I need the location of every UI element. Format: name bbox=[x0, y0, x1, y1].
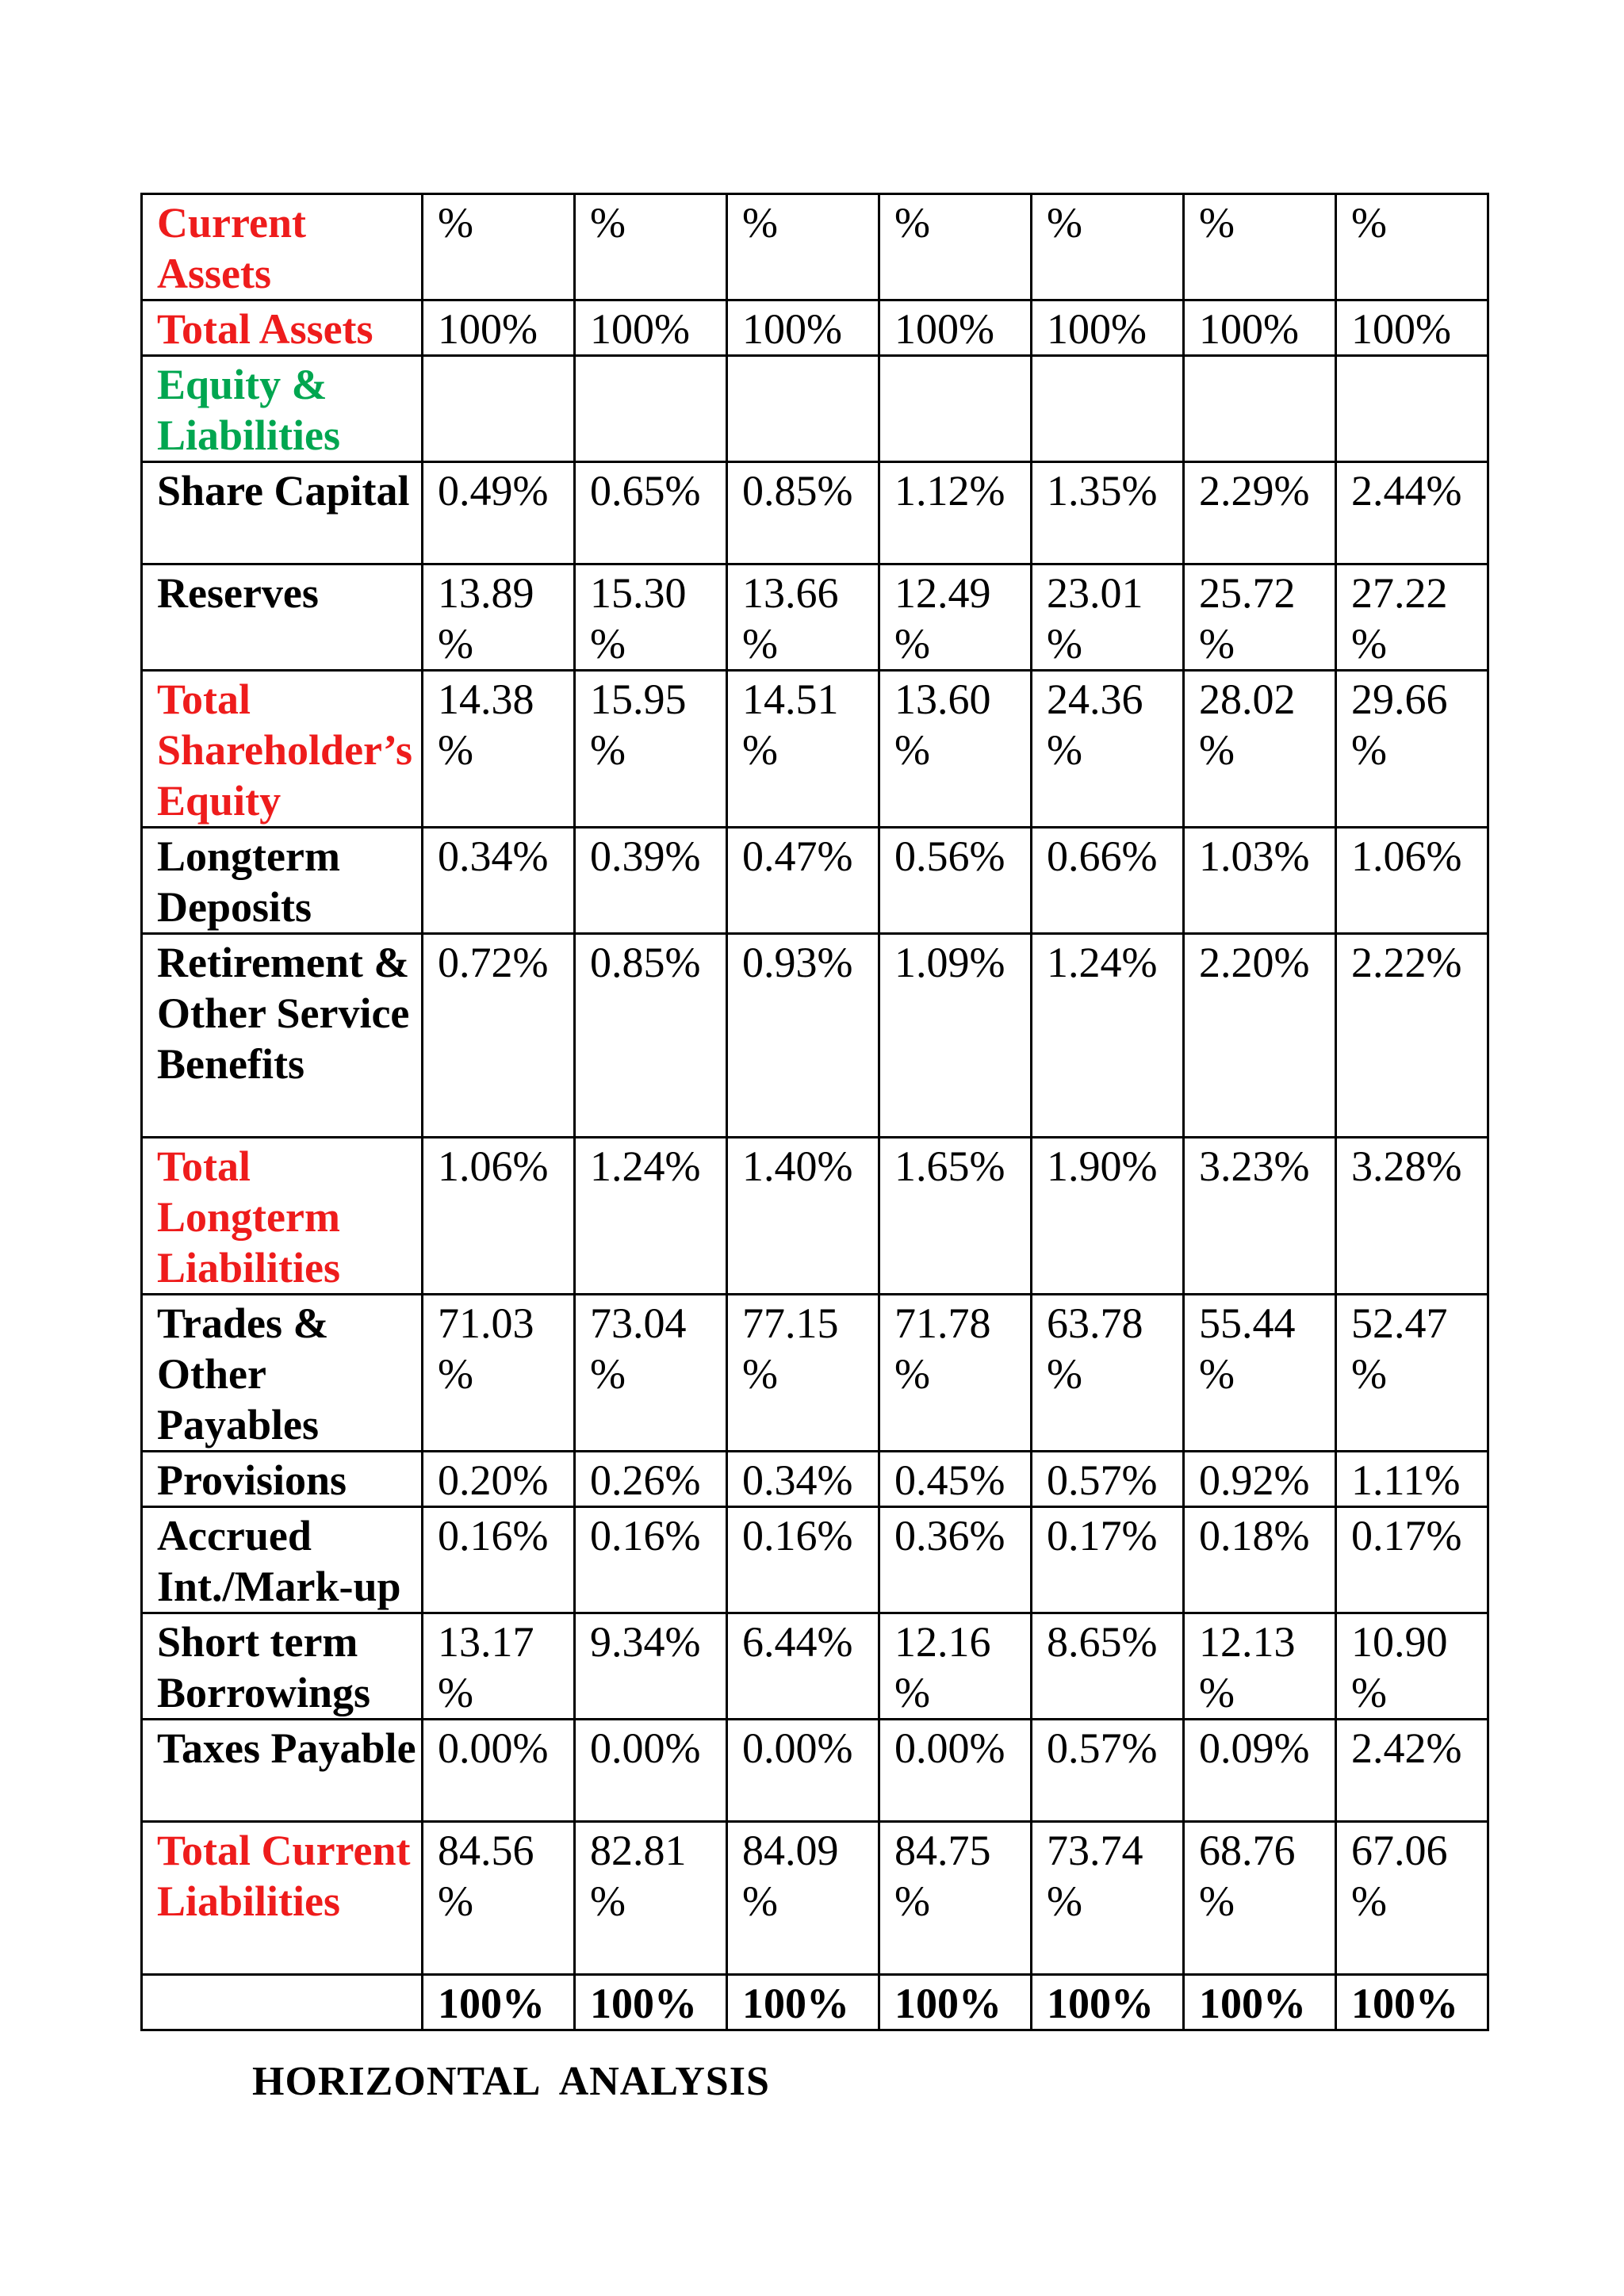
row-label: Equity & Liabilities bbox=[142, 356, 423, 462]
table-cell: 12.16 % bbox=[879, 1613, 1032, 1720]
section-heading: HORIZONTAL ANALYSIS bbox=[252, 2059, 770, 2104]
table-cell: 1.06% bbox=[423, 1138, 575, 1295]
table-row bbox=[142, 1507, 1488, 1613]
table-cell: 0.49% bbox=[423, 462, 575, 564]
table-cell: 0.34% bbox=[727, 1452, 879, 1507]
table-cell: 15.30 % bbox=[575, 564, 727, 671]
table-cell: 0.00% bbox=[575, 1720, 727, 1822]
table-cell: 1.90% bbox=[1032, 1138, 1184, 1295]
table-cell: % bbox=[1336, 194, 1488, 300]
table-row bbox=[142, 934, 1488, 1138]
row-label: Short term Borrowings bbox=[142, 1613, 423, 1720]
table-cell: 0.00% bbox=[727, 1720, 879, 1822]
row-label: Total Longterm Liabilities bbox=[142, 1138, 423, 1295]
table-cell: 0.85% bbox=[575, 934, 727, 1138]
table-row bbox=[142, 1613, 1488, 1720]
table-cell: 100% bbox=[879, 300, 1032, 356]
table-cell: 1.24% bbox=[575, 1138, 727, 1295]
table-cell: 0.34% bbox=[423, 828, 575, 934]
table-cell: 82.81 % bbox=[575, 1822, 727, 1975]
table-cell: 100% bbox=[1184, 300, 1336, 356]
table-cell bbox=[1184, 356, 1336, 462]
table-cell: % bbox=[423, 194, 575, 300]
table-cell: 0.45% bbox=[879, 1452, 1032, 1507]
table-row bbox=[142, 356, 1488, 462]
table-cell: 0.26% bbox=[575, 1452, 727, 1507]
table-cell: 0.57% bbox=[1032, 1720, 1184, 1822]
table-cell: 14.38 % bbox=[423, 671, 575, 828]
table-cell: 0.47% bbox=[727, 828, 879, 934]
row-label: Longterm Deposits bbox=[142, 828, 423, 934]
table-cell: 0.20% bbox=[423, 1452, 575, 1507]
table-cell: 2.44% bbox=[1336, 462, 1488, 564]
table-cell: 100% bbox=[575, 300, 727, 356]
table-cell: 0.16% bbox=[727, 1507, 879, 1613]
table-cell: 24.36 % bbox=[1032, 671, 1184, 828]
table-cell: 0.36% bbox=[879, 1507, 1032, 1613]
table-cell: 100% bbox=[727, 300, 879, 356]
vertical-analysis-table bbox=[140, 193, 1489, 2031]
table-cell: 0.39% bbox=[575, 828, 727, 934]
table-body bbox=[142, 194, 1488, 2030]
table-cell: 63.78 % bbox=[1032, 1295, 1184, 1452]
table-cell: % bbox=[879, 194, 1032, 300]
table-cell: 100% bbox=[423, 1975, 575, 2030]
table-cell: 2.22% bbox=[1336, 934, 1488, 1138]
table-cell: 1.65% bbox=[879, 1138, 1032, 1295]
table-cell: 0.85% bbox=[727, 462, 879, 564]
table-cell: 0.65% bbox=[575, 462, 727, 564]
table-cell: 9.34% bbox=[575, 1613, 727, 1720]
table-cell: 1.03% bbox=[1184, 828, 1336, 934]
table-cell: 0.93% bbox=[727, 934, 879, 1138]
table-cell: 1.35% bbox=[1032, 462, 1184, 564]
table-cell: 23.01 % bbox=[1032, 564, 1184, 671]
table-cell: 1.24% bbox=[1032, 934, 1184, 1138]
table-cell: 100% bbox=[1184, 1975, 1336, 2030]
table-cell: 2.20% bbox=[1184, 934, 1336, 1138]
table-row bbox=[142, 564, 1488, 671]
table-cell: 28.02 % bbox=[1184, 671, 1336, 828]
row-label: Accrued Int./Mark-up bbox=[142, 1507, 423, 1613]
table-row bbox=[142, 1975, 1488, 2030]
table-cell: 12.49 % bbox=[879, 564, 1032, 671]
table-cell bbox=[575, 356, 727, 462]
table-cell: 3.23% bbox=[1184, 1138, 1336, 1295]
table-cell: 73.04 % bbox=[575, 1295, 727, 1452]
table-cell: 13.89 % bbox=[423, 564, 575, 671]
table-row bbox=[142, 1720, 1488, 1822]
row-label: Total Shareholder’s Equity bbox=[142, 671, 423, 828]
table-cell: 84.09 % bbox=[727, 1822, 879, 1975]
table-cell: % bbox=[1032, 194, 1184, 300]
table-cell: 100% bbox=[1336, 300, 1488, 356]
table-cell: % bbox=[1184, 194, 1336, 300]
table-row bbox=[142, 1822, 1488, 1975]
table-cell: 0.56% bbox=[879, 828, 1032, 934]
table-row bbox=[142, 1295, 1488, 1452]
table-row bbox=[142, 1452, 1488, 1507]
table-cell: 6.44% bbox=[727, 1613, 879, 1720]
table-cell: 100% bbox=[879, 1975, 1032, 2030]
table-cell: 10.90 % bbox=[1336, 1613, 1488, 1720]
row-label: Taxes Payable bbox=[142, 1720, 423, 1822]
table-cell: % bbox=[727, 194, 879, 300]
row-label: Reserves bbox=[142, 564, 423, 671]
table-row bbox=[142, 194, 1488, 300]
table-cell: 2.29% bbox=[1184, 462, 1336, 564]
table-cell bbox=[727, 356, 879, 462]
table-cell bbox=[879, 356, 1032, 462]
table-cell: 13.66 % bbox=[727, 564, 879, 671]
table-cell: 27.22 % bbox=[1336, 564, 1488, 671]
table-cell: 1.40% bbox=[727, 1138, 879, 1295]
table-cell: 52.47 % bbox=[1336, 1295, 1488, 1452]
table-cell: 15.95 % bbox=[575, 671, 727, 828]
table-row bbox=[142, 828, 1488, 934]
table-cell: 84.75 % bbox=[879, 1822, 1032, 1975]
table-cell: 12.13 % bbox=[1184, 1613, 1336, 1720]
row-label bbox=[142, 1975, 423, 2030]
row-label: Trades & Other Payables bbox=[142, 1295, 423, 1452]
row-label: Total Current Liabilities bbox=[142, 1822, 423, 1975]
table-row bbox=[142, 1138, 1488, 1295]
row-label: Provisions bbox=[142, 1452, 423, 1507]
row-label: Total Assets bbox=[142, 300, 423, 356]
table-cell: 84.56 % bbox=[423, 1822, 575, 1975]
table-cell: 1.09% bbox=[879, 934, 1032, 1138]
table-cell: 100% bbox=[423, 300, 575, 356]
row-label: Retirement & Other Service Benefits bbox=[142, 934, 423, 1138]
table-row bbox=[142, 300, 1488, 356]
table-cell: 68.76 % bbox=[1184, 1822, 1336, 1975]
table-cell: 77.15 % bbox=[727, 1295, 879, 1452]
table-cell bbox=[423, 356, 575, 462]
table-cell: 0.00% bbox=[423, 1720, 575, 1822]
table-cell: 0.18% bbox=[1184, 1507, 1336, 1613]
table-cell: 25.72 % bbox=[1184, 564, 1336, 671]
table-cell: 67.06 % bbox=[1336, 1822, 1488, 1975]
table-cell: 0.66% bbox=[1032, 828, 1184, 934]
table-cell: 0.16% bbox=[575, 1507, 727, 1613]
table-cell: 1.06% bbox=[1336, 828, 1488, 934]
table-cell: 0.92% bbox=[1184, 1452, 1336, 1507]
table-cell: 100% bbox=[1336, 1975, 1488, 2030]
table-cell: 100% bbox=[1032, 1975, 1184, 2030]
table-cell: 100% bbox=[727, 1975, 879, 2030]
table-cell: 13.60 % bbox=[879, 671, 1032, 828]
table-cell: 29.66 % bbox=[1336, 671, 1488, 828]
table-row bbox=[142, 671, 1488, 828]
table-cell bbox=[1336, 356, 1488, 462]
table-cell: 1.12% bbox=[879, 462, 1032, 564]
table-cell: 73.74 % bbox=[1032, 1822, 1184, 1975]
table-cell: 0.17% bbox=[1336, 1507, 1488, 1613]
table-cell: 71.03 % bbox=[423, 1295, 575, 1452]
table-cell: 1.11% bbox=[1336, 1452, 1488, 1507]
table-row bbox=[142, 462, 1488, 564]
table-cell: 100% bbox=[575, 1975, 727, 2030]
table-cell: % bbox=[575, 194, 727, 300]
table-cell: 71.78 % bbox=[879, 1295, 1032, 1452]
table-cell: 0.57% bbox=[1032, 1452, 1184, 1507]
row-label: Current Assets bbox=[142, 194, 423, 300]
table-cell: 0.09% bbox=[1184, 1720, 1336, 1822]
table-cell: 3.28% bbox=[1336, 1138, 1488, 1295]
table-cell: 0.72% bbox=[423, 934, 575, 1138]
table-cell: 13.17 % bbox=[423, 1613, 575, 1720]
table-cell: 0.00% bbox=[879, 1720, 1032, 1822]
table-cell: 0.17% bbox=[1032, 1507, 1184, 1613]
table-cell: 0.16% bbox=[423, 1507, 575, 1613]
table-cell: 8.65% bbox=[1032, 1613, 1184, 1720]
table-cell: 55.44 % bbox=[1184, 1295, 1336, 1452]
table-cell bbox=[1032, 356, 1184, 462]
row-label: Share Capital bbox=[142, 462, 423, 564]
table-cell: 14.51 % bbox=[727, 671, 879, 828]
table-cell: 2.42% bbox=[1336, 1720, 1488, 1822]
table-cell: 100% bbox=[1032, 300, 1184, 356]
